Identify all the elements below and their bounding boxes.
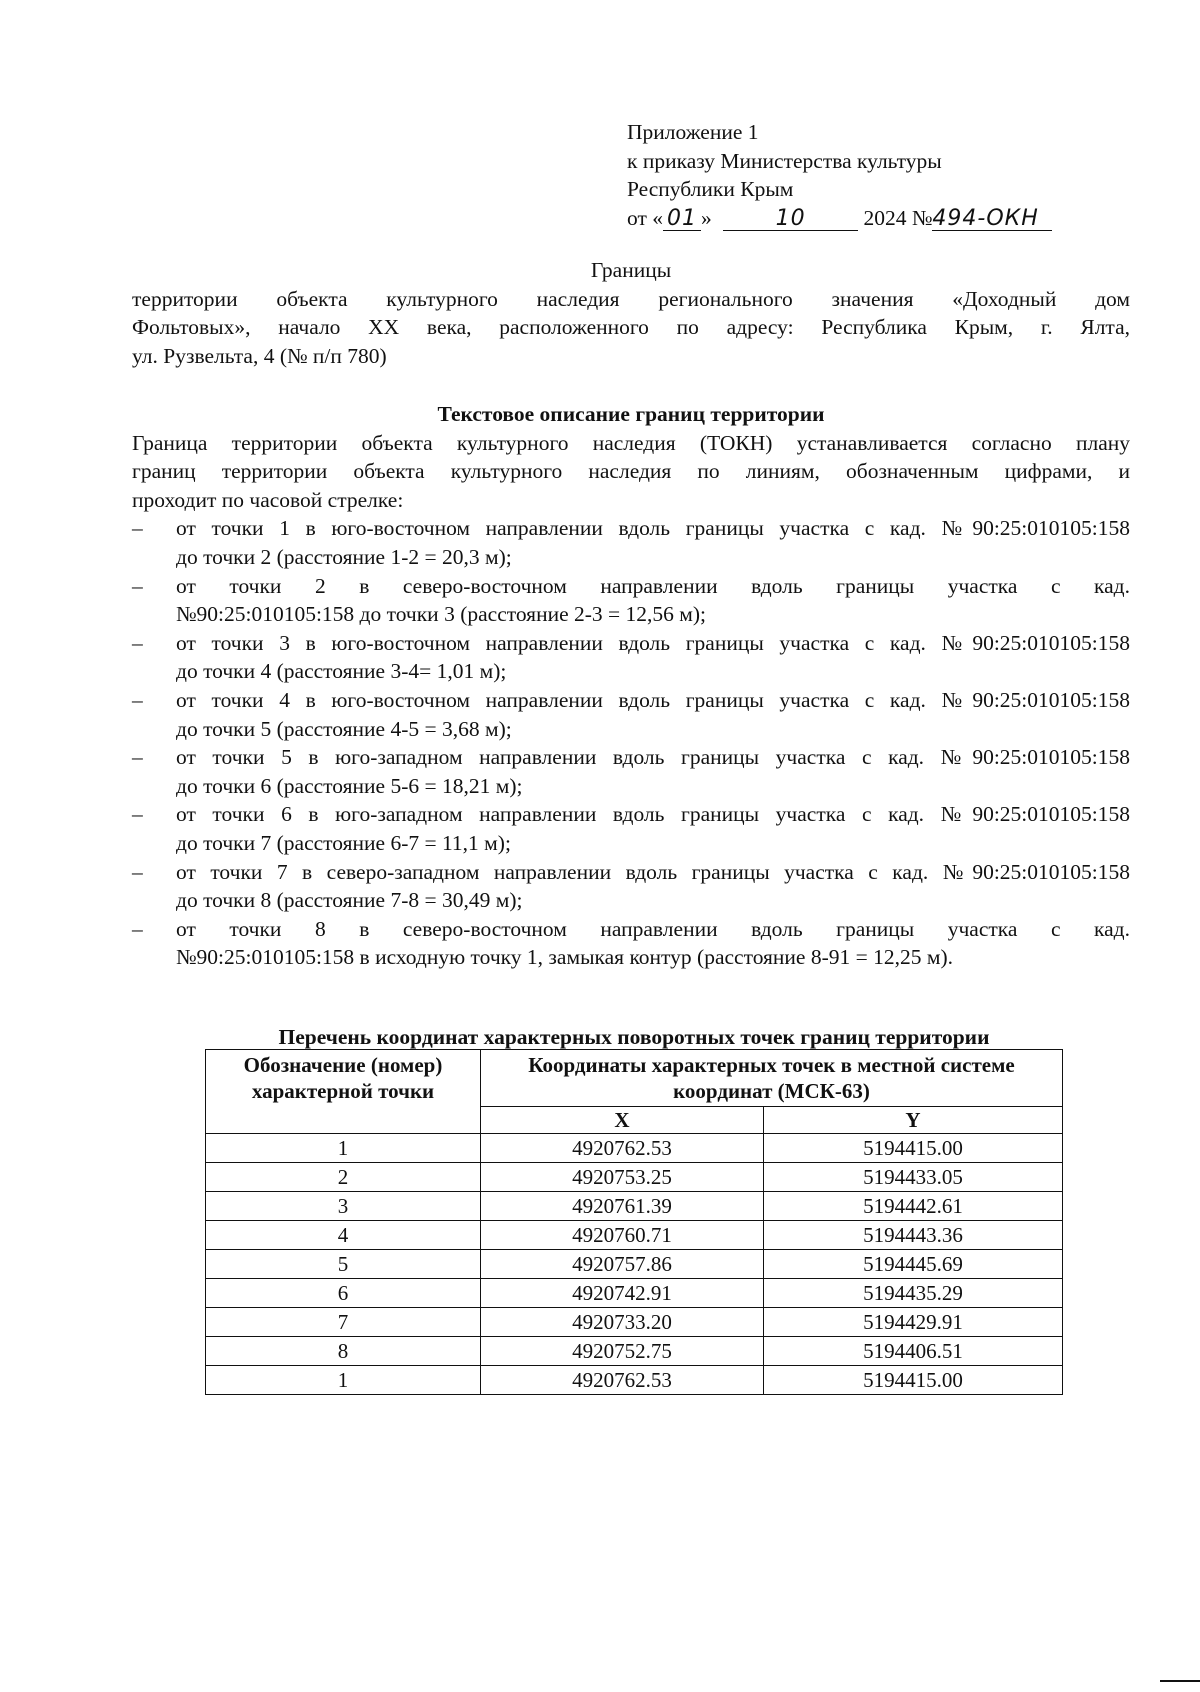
dash-marker: – [132, 573, 143, 598]
list-item [132, 915, 1130, 972]
point-number-cell: 5 [206, 1250, 481, 1279]
list-item-line: до точки 8 (расстояние 7-8 = 30,49 м); [176, 888, 523, 913]
list-item-line: №90:25:010105:158 до точки 3 (расстояние 2-3 = 12,56 м); [176, 602, 707, 627]
list-item-line: от точки 4 в юго-восточном направлении вдоль границы участка с кад. №90:25:010105:158 [176, 687, 1130, 712]
dash-marker: – [132, 802, 143, 827]
list-item [132, 858, 1130, 915]
list-item-line: от точки 6 в юго-западном направлении вдоль границы участка с кад. №90:25:010105:158 [176, 802, 1130, 827]
point-number-cell: 6 [206, 1279, 481, 1308]
x-coordinate-cell: 4920762.53 [481, 1134, 764, 1163]
table-row [206, 1163, 1063, 1192]
x-coordinate-cell: 4920753.25 [481, 1163, 764, 1192]
table-row [206, 1192, 1063, 1221]
table-row [206, 1308, 1063, 1337]
handwritten-order-number: 494-ОКН [932, 208, 1052, 231]
title-main: Границы [590, 258, 672, 282]
y-coordinate-cell: 5194415.00 [764, 1134, 1063, 1163]
list-item-line: до точки 2 (расстояние 1-2 = 20,3 м); [176, 544, 512, 569]
list-item-line: до точки 7 (расстояние 6-7 = 11,1 м); [176, 830, 511, 855]
text-description [132, 400, 1130, 972]
list-item [132, 743, 1130, 800]
list-item-line: до точки 5 (расстояние 4-5 = 3,68 м); [176, 716, 512, 741]
x-coordinate-cell: 4920761.39 [481, 1192, 764, 1221]
page-edge-mark [1160, 1680, 1200, 1682]
table-row [206, 1221, 1063, 1250]
republic-name: Республики Крым [627, 177, 794, 201]
dash-marker: – [132, 687, 143, 712]
title-line: Фольтовых», начало XX века, расположенного по адресу: Республика Крым, г. Ялта, [132, 315, 1130, 340]
list-item-line: от точки 3 в юго-восточном направлении вдоль границы участка с кад. №90:25:010105:158 [176, 630, 1130, 655]
appendix-header [627, 118, 1052, 232]
intro-line: Граница территории объекта культурного наследия (ТОКН) устанавливается согласно плану [132, 430, 1130, 455]
document-title [132, 256, 1130, 370]
title-line: территории объекта культурного наследия регионального значения «Доходный дом [132, 286, 1130, 311]
list-item [132, 629, 1130, 686]
x-coordinate-cell: 4920752.75 [481, 1337, 764, 1366]
list-item [132, 514, 1130, 571]
table-row [206, 1279, 1063, 1308]
table-row [206, 1337, 1063, 1366]
x-coordinate-cell: 4920742.91 [481, 1279, 764, 1308]
point-number-cell: 1 [206, 1134, 481, 1163]
y-coordinate-cell: 5194435.29 [764, 1279, 1063, 1308]
list-item-line: от точки 1 в юго-восточном направлении вдоль границы участка с кад. №90:25:010105:158 [176, 516, 1130, 541]
list-item-line: до точки 6 (расстояние 5-6 = 18,21 м); [176, 773, 523, 798]
point-number-cell: 4 [206, 1221, 481, 1250]
dash-marker: – [132, 859, 143, 884]
handwritten-month: 10 [723, 208, 858, 231]
point-number-cell: 2 [206, 1163, 481, 1192]
x-header: X [481, 1107, 764, 1134]
table-row [206, 1366, 1063, 1395]
point-number-cell: 7 [206, 1308, 481, 1337]
coordinates-table [205, 1049, 1063, 1395]
table-row [206, 1134, 1063, 1163]
y-header: Y [764, 1107, 1063, 1134]
coordinates-header: Координаты характерных точек в местной системе координат (МСК-63) [481, 1050, 1063, 1107]
x-coordinate-cell: 4920762.53 [481, 1366, 764, 1395]
point-number-cell: 3 [206, 1192, 481, 1221]
intro-line: границ территории объекта культурного наследия по линиям, обозначенным цифрами, и [132, 459, 1130, 484]
y-coordinate-cell: 5194429.91 [764, 1308, 1063, 1337]
y-coordinate-cell: 5194406.51 [764, 1337, 1063, 1366]
x-coordinate-cell: 4920733.20 [481, 1308, 764, 1337]
table-caption: Перечень координат характерных поворотных точек границ территории [278, 1025, 990, 1049]
x-coordinate-cell: 4920760.71 [481, 1221, 764, 1250]
order-date-line: от « 01 » 10 2024 №494-ОКН [627, 204, 1052, 233]
boundary-segments-list [132, 514, 1130, 972]
point-number-header: Обозначение (номер) характерной точки [206, 1050, 481, 1134]
dash-marker: – [132, 916, 143, 941]
table-row [206, 1250, 1063, 1279]
list-item [132, 800, 1130, 857]
y-coordinate-cell: 5194415.00 [764, 1366, 1063, 1395]
point-number-cell: 1 [206, 1366, 481, 1395]
section-heading: Текстовое описание границ территории [437, 402, 825, 426]
handwritten-day: 01 [663, 208, 701, 231]
dash-marker: – [132, 630, 143, 655]
appendix-number: Приложение 1 [627, 120, 759, 144]
point-number-cell: 8 [206, 1337, 481, 1366]
list-item-line: от точки 7 в северо-западном направлении вдоль границы участка с кад. №90:25:010105:158 [176, 859, 1130, 884]
y-coordinate-cell: 5194445.69 [764, 1250, 1063, 1279]
y-coordinate-cell: 5194442.61 [764, 1192, 1063, 1221]
list-item [132, 686, 1130, 743]
list-item-line: от точки 2 в северо-восточном направлении вдоль границы участка с кад. [176, 573, 1130, 598]
dash-marker: – [132, 745, 143, 770]
list-item-line: до точки 4 (расстояние 3-4= 1,01 м); [176, 659, 507, 684]
list-item [132, 572, 1130, 629]
intro-line: проходит по часовой стрелке: [132, 487, 404, 512]
x-coordinate-cell: 4920757.86 [481, 1250, 764, 1279]
list-item-line: №90:25:010105:158 в исходную точку 1, замыкая контур (расстояние 8-91 = 12,25 м). [176, 945, 954, 970]
order-reference: к приказу Министерства культуры [627, 148, 942, 173]
list-item-line: от точки 5 в юго-западном направлении вдоль границы участка с кад. №90:25:010105:158 [176, 745, 1130, 770]
title-line: ул. Рузвельта, 4 (№ п/п 780) [132, 343, 387, 368]
list-item-line: от точки 8 в северо-восточном направлении вдоль границы участка с кад. [176, 916, 1130, 941]
y-coordinate-cell: 5194443.36 [764, 1221, 1063, 1250]
dash-marker: – [132, 516, 143, 541]
y-coordinate-cell: 5194433.05 [764, 1163, 1063, 1192]
